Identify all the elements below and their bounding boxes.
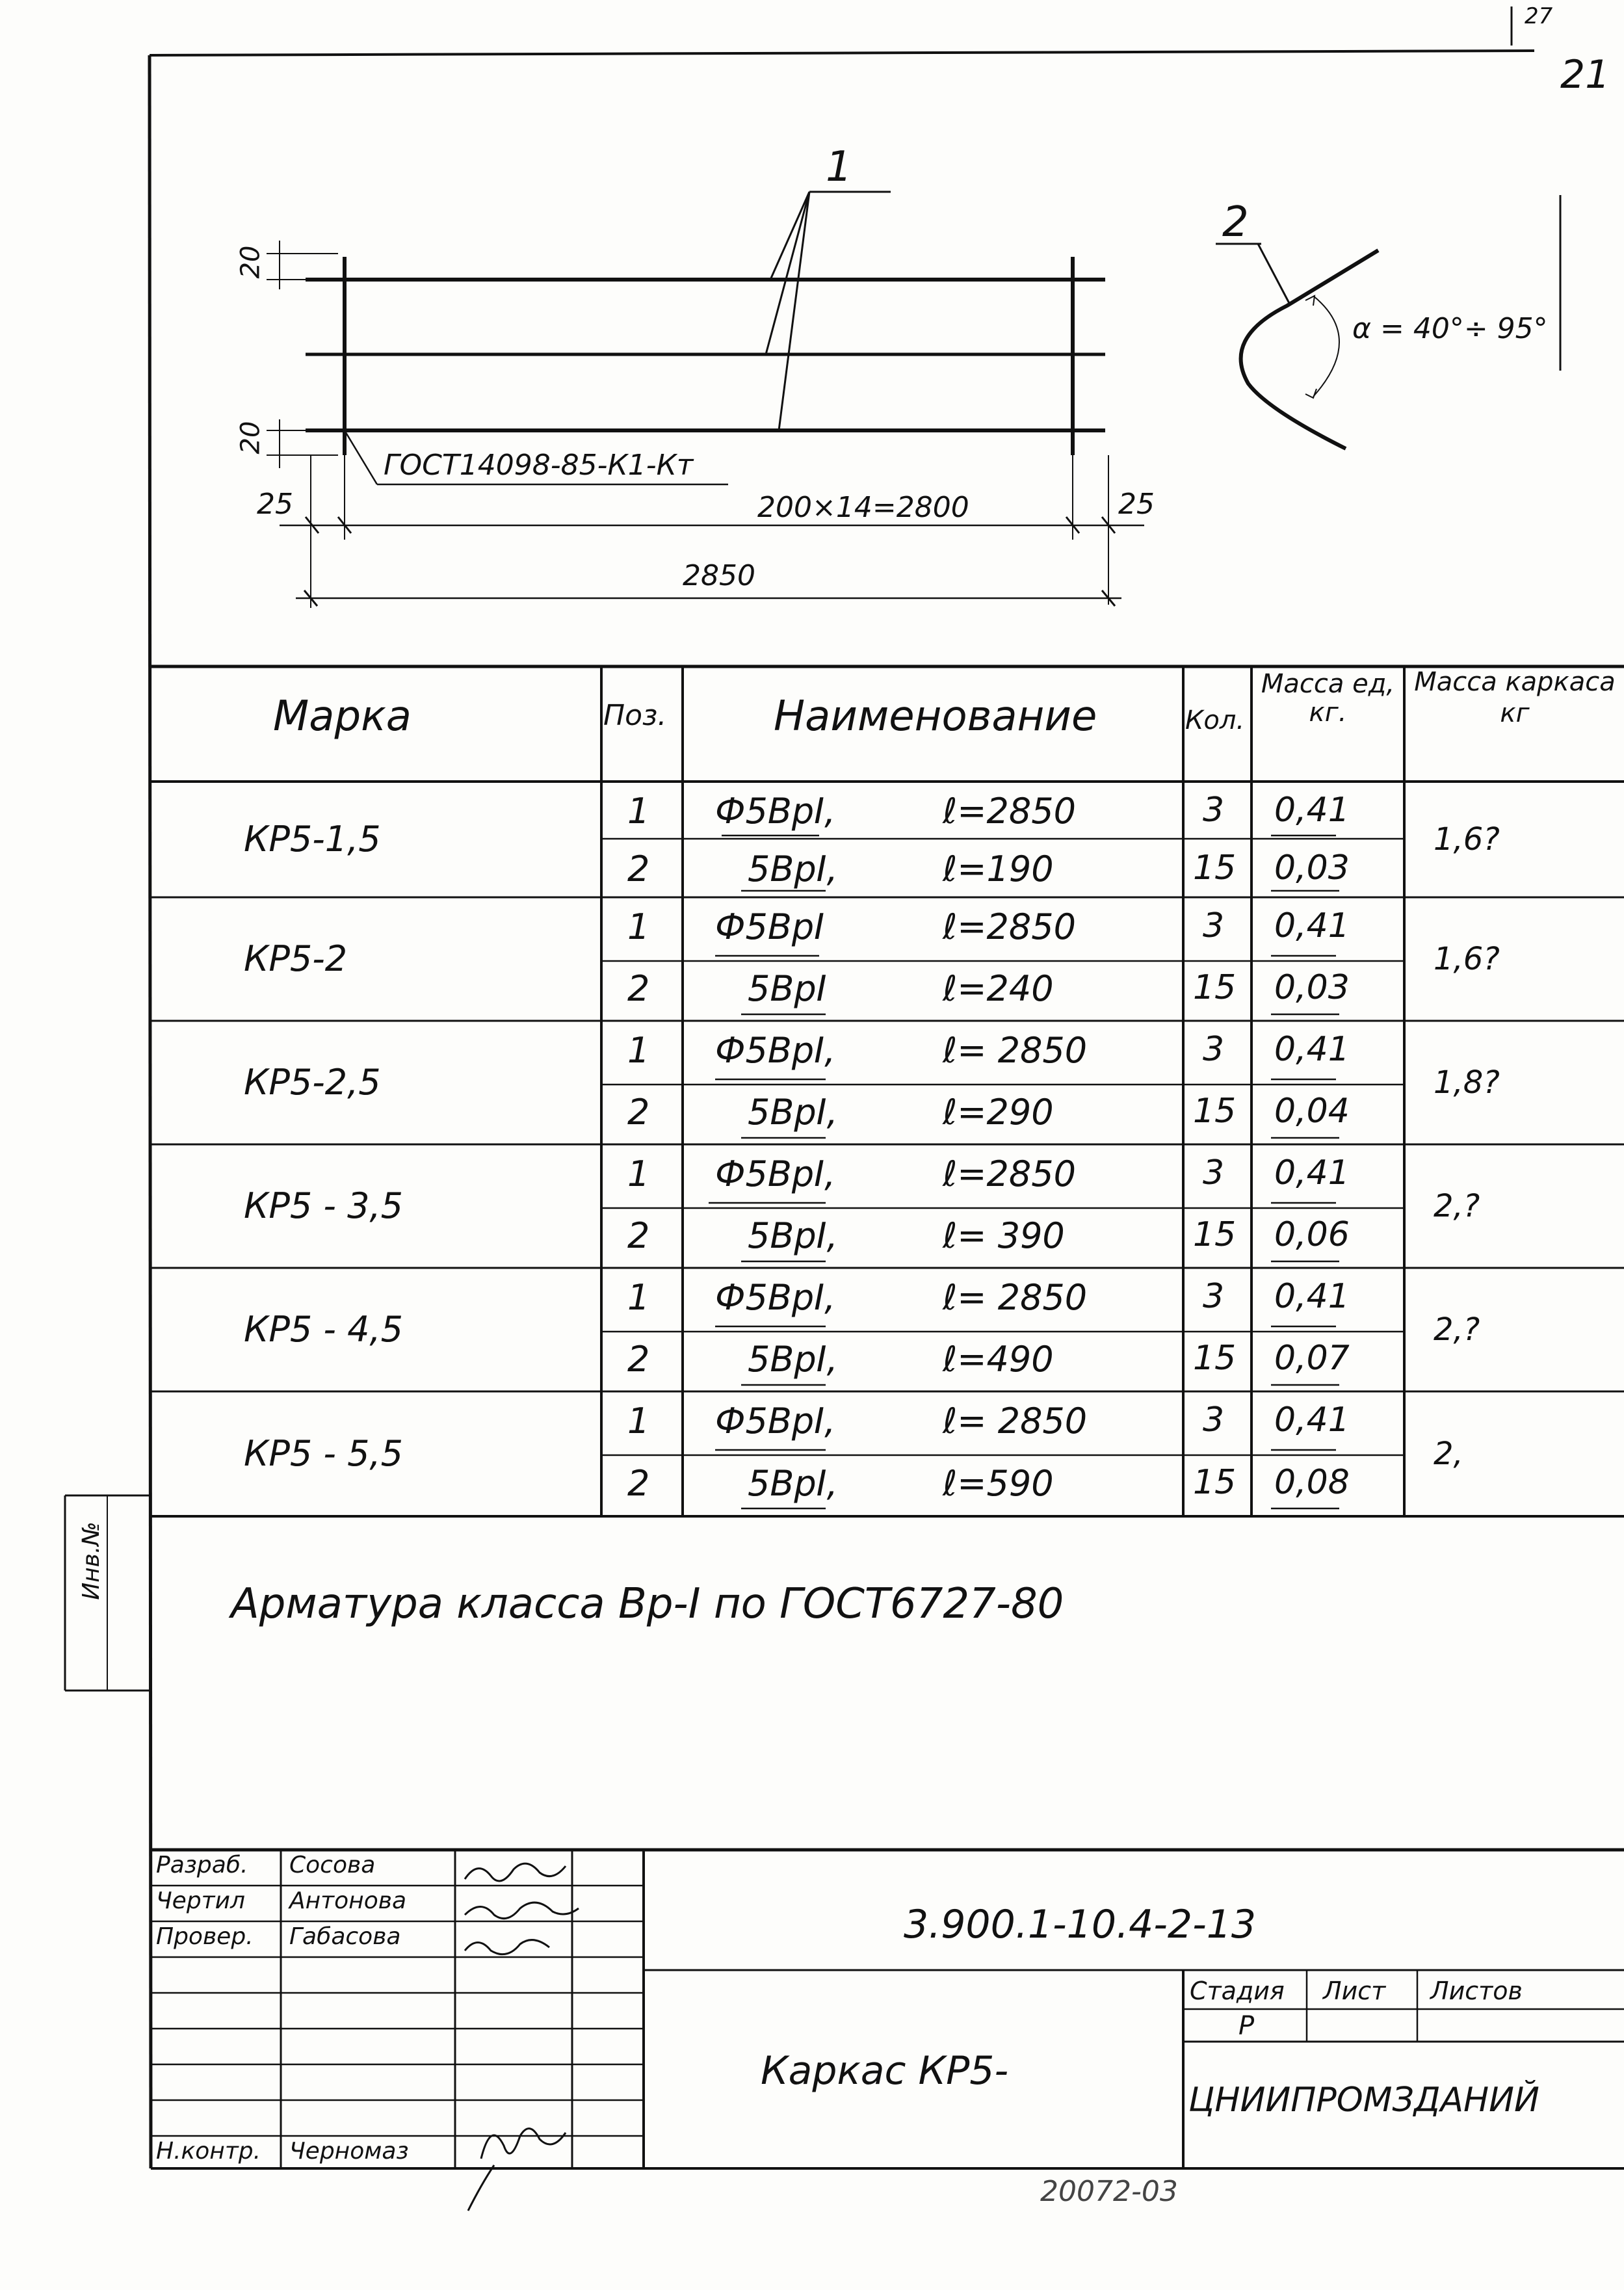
table-mark: КР5 - 4,5 <box>244 1309 403 1350</box>
sheet-header: Лист <box>1323 1977 1386 2005</box>
header-mass-frame: Масса каркаса кг <box>1414 667 1616 728</box>
stage-header: Стадия <box>1190 1977 1285 2005</box>
position-2-label: 2 <box>1222 198 1249 246</box>
document-title: Каркас КР5- <box>761 2048 1009 2094</box>
header-mass-unit: Масса ед, кг. <box>1261 669 1395 728</box>
table-name: Ф5ВрI, <box>715 1277 836 1318</box>
table-frame-mass: 1,6? <box>1434 941 1500 977</box>
table-unit-mass: 0,08 <box>1274 1463 1350 1502</box>
dim-left-25: 25 <box>257 488 293 521</box>
table-name: Ф5ВрI, <box>715 1030 836 1071</box>
table-length: ℓ= 2850 <box>943 1401 1088 1441</box>
table-length: ℓ=2850 <box>943 791 1076 832</box>
bottom-code: 20072-03 <box>1040 2175 1178 2208</box>
name-checker: Габасова <box>289 1923 401 1950</box>
table-length: ℓ= 2850 <box>943 1277 1088 1318</box>
table-name: Ф5ВрI, <box>715 791 836 832</box>
table-length: ℓ=490 <box>943 1339 1054 1380</box>
table-qty: 15 <box>1193 849 1237 888</box>
table-frame-mass: 2,? <box>1434 1311 1480 1348</box>
header-pos: Поз. <box>603 699 667 732</box>
table-unit-mass: 0,41 <box>1274 1153 1350 1192</box>
stage-value: Р <box>1238 2011 1255 2041</box>
table-name: Ф5ВрI, <box>715 1153 836 1194</box>
table-pos: 2 <box>627 1463 650 1504</box>
table-unit-mass: 0,41 <box>1274 1401 1350 1440</box>
name-drafter: Антонова <box>289 1888 406 1914</box>
table-pos: 1 <box>627 791 650 832</box>
table-length: ℓ=2850 <box>943 1153 1076 1194</box>
table-name: Ф5ВрI <box>715 906 825 947</box>
dim-middle: 200×14=2800 <box>757 491 969 524</box>
table-unit-mass: 0,03 <box>1274 968 1350 1007</box>
table-mark: КР5 - 3,5 <box>244 1185 403 1226</box>
table-pos: 1 <box>627 906 650 947</box>
table-frame-mass: 2,? <box>1434 1188 1480 1224</box>
angle-label: α = 40°÷ 95° <box>1352 312 1548 345</box>
sheets-header: Листов <box>1430 1977 1523 2005</box>
table-pos: 1 <box>627 1277 650 1318</box>
reinforcement-note: Арматура класса Вр-I по ГОСТ6727-80 <box>231 1580 1064 1628</box>
side-stamp-label: Инв.№ <box>77 1521 105 1600</box>
table-mark: КР5-1,5 <box>244 819 381 860</box>
table-qty: 15 <box>1193 1339 1237 1378</box>
table-frame-mass: 2, <box>1434 1436 1463 1472</box>
table-unit-mass: 0,03 <box>1274 849 1350 888</box>
role-checker: Провер. <box>156 1923 254 1950</box>
table-unit-mass: 0,41 <box>1274 1277 1350 1316</box>
table-name: 5ВрI, <box>748 1463 838 1504</box>
page-number: 21 <box>1560 52 1610 98</box>
position-1-label: 1 <box>826 143 852 191</box>
table-frame-mass: 1,8? <box>1434 1064 1500 1101</box>
table-qty: 15 <box>1193 1463 1237 1502</box>
table-length: ℓ= 390 <box>943 1215 1065 1256</box>
table-frame-mass: 1,6? <box>1434 821 1500 858</box>
table-qty: 3 <box>1203 906 1225 945</box>
table-unit-mass: 0,07 <box>1274 1339 1350 1378</box>
table-unit-mass: 0,41 <box>1274 906 1350 945</box>
table-unit-mass: 0,06 <box>1274 1215 1350 1254</box>
table-name: 5ВрI, <box>748 1339 838 1380</box>
name-norm-control: Черномаз <box>289 2138 409 2165</box>
table-length: ℓ= 2850 <box>943 1030 1088 1071</box>
table-mark: КР5 - 5,5 <box>244 1433 403 1474</box>
table-length: ℓ=240 <box>943 968 1054 1009</box>
table-pos: 1 <box>627 1153 650 1194</box>
table-name: 5ВрI <box>748 968 827 1009</box>
table-pos: 1 <box>627 1401 650 1441</box>
document-code: 3.900.1-10.4-2-13 <box>904 1902 1257 1947</box>
table-qty: 15 <box>1193 1092 1237 1131</box>
table-qty: 3 <box>1203 1153 1225 1192</box>
table-name: 5ВрI, <box>748 1092 838 1133</box>
table-pos: 2 <box>627 1092 650 1133</box>
table-length: ℓ=590 <box>943 1463 1054 1504</box>
table-length: ℓ=2850 <box>943 906 1076 947</box>
table-mark: КР5-2,5 <box>244 1062 381 1103</box>
table-name: Ф5ВрI, <box>715 1401 836 1441</box>
dim-bottom-20: 20 <box>235 421 266 454</box>
table-length: ℓ=190 <box>943 849 1054 889</box>
dim-right-25: 25 <box>1118 488 1155 521</box>
header-name: Наименование <box>774 692 1097 741</box>
table-unit-mass: 0,41 <box>1274 1030 1350 1069</box>
role-developer: Разраб. <box>156 1852 248 1878</box>
table-qty: 3 <box>1203 1277 1225 1316</box>
role-norm-control: Н.контр. <box>156 2138 261 2165</box>
header-qty: Кол. <box>1185 705 1245 735</box>
table-qty: 3 <box>1203 1030 1225 1069</box>
table-pos: 2 <box>627 968 650 1009</box>
corner-mark: 27 <box>1525 3 1553 29</box>
table-length: ℓ=290 <box>943 1092 1054 1133</box>
name-developer: Сосова <box>289 1852 376 1878</box>
table-mark: КР5-2 <box>244 938 348 979</box>
header-mark: Марка <box>273 692 412 741</box>
table-qty: 3 <box>1203 1401 1225 1440</box>
table-qty: 3 <box>1203 791 1225 830</box>
table-unit-mass: 0,04 <box>1274 1092 1350 1131</box>
table-name: 5ВрI, <box>748 1215 838 1256</box>
table-pos: 2 <box>627 849 650 889</box>
dim-top-20: 20 <box>235 245 266 279</box>
table-pos: 1 <box>627 1030 650 1071</box>
table-name: 5ВрI, <box>748 849 838 889</box>
table-qty: 15 <box>1193 1215 1237 1254</box>
table-qty: 15 <box>1193 968 1237 1007</box>
role-drafter: Чертил <box>156 1888 246 1914</box>
table-pos: 2 <box>627 1339 650 1380</box>
dim-total: 2850 <box>683 559 755 592</box>
organization: ЦНИИПРОМЗДАНИЙ <box>1188 2081 1539 2120</box>
gost-note: ГОСТ14098-85-К1-Кт <box>384 449 694 482</box>
table-pos: 2 <box>627 1215 650 1256</box>
table-unit-mass: 0,41 <box>1274 791 1350 830</box>
